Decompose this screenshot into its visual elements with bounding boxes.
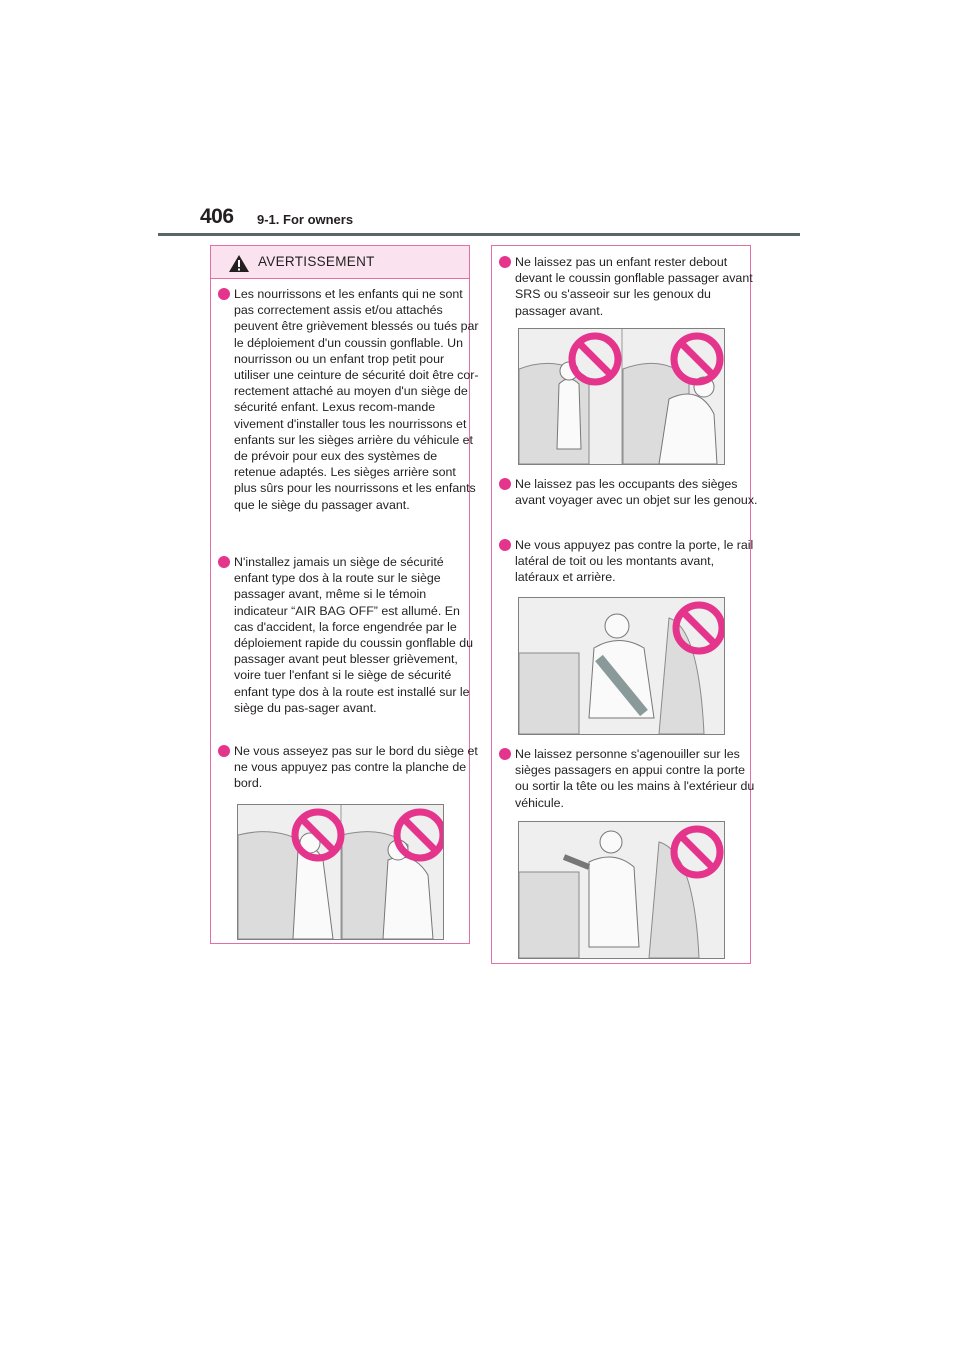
list-item-text: Ne laissez pas un enfant rester debout devant le coussin gonflable passager avant SRS ou s'asseoir sur les genoux du passager avant. [515,255,753,318]
bullet-dot [218,556,230,568]
warning-header [211,246,469,279]
list-item [498,476,761,508]
illustration-drawing [519,329,724,464]
list-item-text: N'installez jamais un siège de sécurité enfant type dos à la route sur le siège passager avant, même si le témoin indicateur “AIR BAG OFF” est allumé. En cas d'accident, la force engendrée par le déploiement rapide du coussin gonflable du passager avant peut blesser grièvement, voire tuer l'enfant si le siège de sécurité enfant type dos à la route est installé sur le siège du pas-sager avant. [234,555,474,715]
page-number: 406 [200,205,234,228]
list-item [217,286,480,513]
list-item-text: Ne laissez pas les occupants des sièges avant voyager avec un objet sur les genoux. [515,477,758,508]
illustration-dashboard-lean [237,804,444,940]
bullet-dot [499,478,511,490]
warning-triangle-icon [228,254,250,273]
illustration-door-lean [518,597,725,735]
list-item-text: Ne laissez personne s'agenouiller sur les sièges passagers en appui contre la porte ou sortir la tête ou les mains à l'extérieur du véhicule. [515,747,755,810]
bullet-dot [499,748,511,760]
bullet-dot [218,288,230,300]
list-item-text: Ne vous appuyez pas contre la porte, le rail latéral de toit ou les montants avant, latéraux et arrière. [515,538,754,585]
list-item [217,743,480,792]
list-item [498,746,761,811]
illustration-drawing [519,598,724,734]
page-header [200,205,800,235]
list-item [217,554,480,716]
illustration-child-airbag [518,328,725,465]
bullet-dot [499,256,511,268]
illustration-drawing [238,805,443,939]
list-item [498,254,761,319]
section-title: 9-1. For owners [257,212,354,227]
warning-box-right [491,245,758,964]
bullet-dot [218,745,230,757]
illustration-drawing [519,822,724,958]
list-item-text: Les nourrissons et les enfants qui ne sont pas correctement assis et/ou attachés peuvent être grièvement blessés ou tués par le déploiement d'un coussin gonflable. Un nourrisson ou un enfant trop petit pour utiliser une ceinture de sécurité doit être cor-rectement attaché au moyen d'un siège de sécurité enfant. Lexus recom-mande vivement d'installer tous les nourrissons et enfants sur les sièges arrière du véhicule et de prévoir pour eux des systèmes de retenue adaptés. Les sièges arrière sont plus sûrs pour les nourrissons et les enfants que le siège du passager avant. [234,287,479,512]
list-item [498,537,761,586]
header-rule [158,233,800,236]
list-item-text: Ne vous asseyez pas sur le bord du siège et ne vous appuyez pas contre la planche de bord. [234,744,478,791]
bullet-dot [499,539,511,551]
warning-box-left [210,245,479,944]
illustration-kneeling [518,821,725,959]
warning-title: AVERTISSEMENT [258,254,375,269]
